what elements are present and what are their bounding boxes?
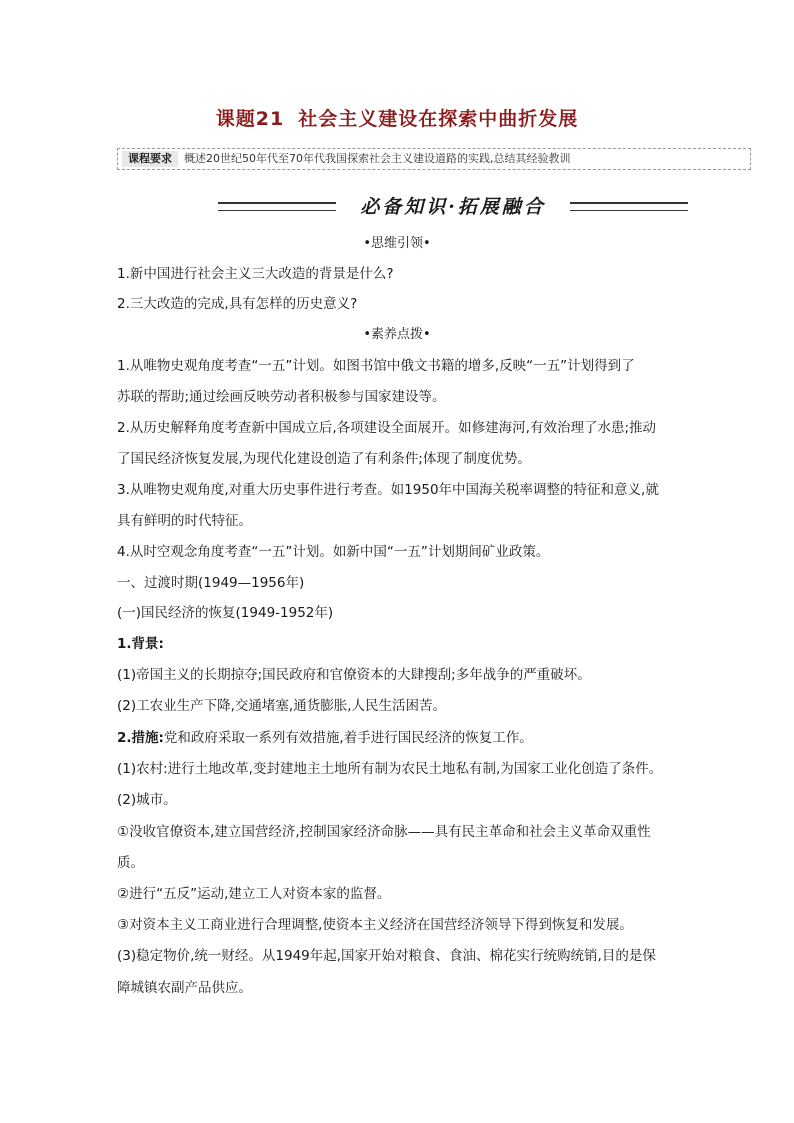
- requirement-text: 概述20世纪50年代至70年代我国探索社会主义建设道路的实践,总结其经验教训: [184, 152, 571, 165]
- background-heading: 1.背景:: [117, 636, 164, 652]
- body-line: (1)帝国主义的长期掠夺;国民政府和官僚资本的大肆搜刮;多年战争的严重破坏。: [117, 667, 591, 683]
- thinking-question-1: 1.新中国进行社会主义三大改造的背景是什么?: [117, 266, 394, 282]
- course-requirement-box: [117, 148, 751, 170]
- thinking-heading: •思维引领•: [363, 236, 431, 251]
- body-line: 质。: [117, 855, 144, 871]
- literacy-heading: •素养点拨•: [363, 327, 431, 342]
- page-title: [0, 104, 794, 131]
- section-banner: [218, 190, 688, 220]
- body-line: (2)城市。: [117, 792, 177, 808]
- measures-line: [117, 726, 687, 746]
- literacy-line: 了国民经济恢复发展,为现代化建设创造了有利条件;体现了制度优势。: [117, 451, 531, 467]
- body-line: (3)稳定物价,统一财经。从1949年起,国家开始对粮食、食油、棉花实行统购统销,目的是保: [117, 948, 656, 964]
- body-line: ①没收官僚资本,建立国营经济,控制国家经济命脉——具有民主革命和社会主义革命双重性: [117, 824, 651, 840]
- literacy-line: 4.从时空观念角度考查“一五”计划。如新中国“一五”计划期间矿业政策。: [117, 544, 550, 560]
- body-line: ③对资本主义工商业进行合理调整,使资本主义经济在国营经济领导下得到恢复和发展。: [117, 917, 633, 933]
- literacy-line: 苏联的帮助;通过绘画反映劳动者积极参与国家建设等。: [117, 389, 446, 405]
- literacy-line: 1.从唯物史观角度考查“一五”计划。如图书馆中俄文书籍的增多,反映“一五”计划得到了: [117, 358, 635, 374]
- literacy-line: 2.从历史解释角度考查新中国成立后,各项建设全面展开。如修建海河,有效治理了水患;推动: [117, 420, 657, 436]
- measures-text: 党和政府采取一系列有效措施,着手进行国民经济的恢复工作。: [163, 730, 533, 746]
- lesson-title: 社会主义建设在探索中曲折发展: [298, 108, 579, 130]
- banner-title: 必备知识·拓展融合: [360, 196, 546, 218]
- thinking-question-2: 2.三大改造的完成,具有怎样的历史意义?: [117, 296, 358, 312]
- body-line: (1)农村:进行土地改革,变封建地主土地所有制为农民土地私有制,为国家工业化创造了条件。: [117, 761, 663, 777]
- body-heading-1: 一、过渡时期(1949—1956年): [117, 575, 305, 591]
- lesson-number: 课题21: [215, 108, 285, 130]
- body-line: ②进行“五反”运动,建立工人对资本家的监督。: [117, 886, 391, 902]
- literacy-line: 3.从唯物史观角度,对重大历史事件进行考查。如1950年中国海关税率调整的特征和意义,就: [117, 482, 659, 498]
- literacy-line: 具有鲜明的时代特征。: [117, 513, 252, 529]
- requirement-label: 课程要求: [122, 151, 178, 167]
- body-heading-2: (一)国民经济的恢复(1949-1952年): [117, 605, 334, 621]
- measures-heading: 2.措施:: [117, 730, 164, 746]
- body-line: (2)工农业生产下降,交通堵塞,通货膨胀,人民生活困苦。: [117, 698, 446, 714]
- body-line: 障城镇农副产品供应。: [117, 980, 252, 996]
